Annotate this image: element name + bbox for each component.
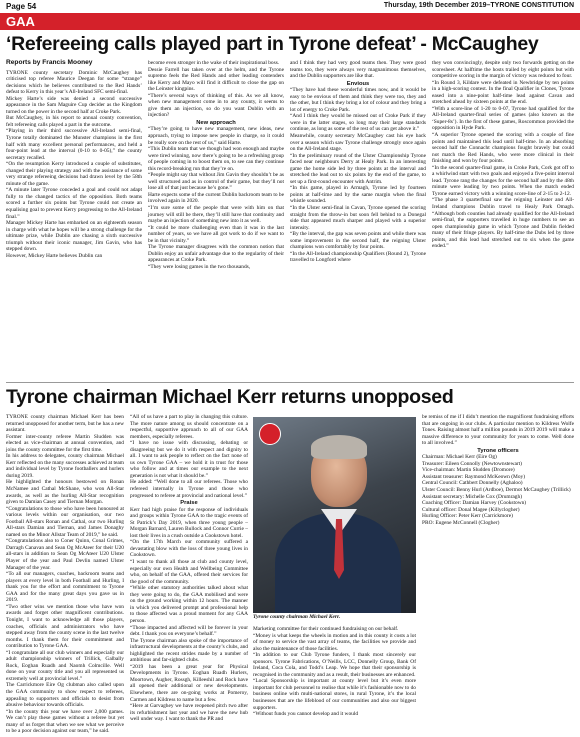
paragraph: “Without funds you cannot develop and it would bbox=[253, 711, 359, 718]
paragraph: “A superior Tyrone opened the scoring with a couple of fine points and maintained this lead until half-time. In an absorbing second half the Connacht champions fought bravely but could not match the Red Hands, who were more clinical in their finishing and won by four points. bbox=[432, 132, 574, 165]
paragraph: “On the resumption Kerry introduced a couple of substitutes, changed their playing strategy and with the assistance of some very strange refereeing decisions had drawn level by the 58th minute of the game. bbox=[6, 161, 142, 187]
story2-headline: Tyrone chairman Michael Kerr returns unopposed bbox=[6, 386, 454, 408]
paragraph: “In the preliminary round of the Ulster Championship Tyrone faced near neighbours Derry at Healy Park. In an interesting game the home side led by three points at the interval and stretched the lead out to six points by the end of the game, to set up a first-round encounter with Antrim. bbox=[290, 152, 426, 185]
paragraph: Ulster Council: Benny Hurl (Ardboe), Dermot McCaughey (Trillick) bbox=[422, 487, 571, 494]
subheading: New approach bbox=[196, 119, 236, 126]
paragraph: “A minute later Tyrone conceded a goal and could not adapt fully to the changed tactics of the opposition. Both teams scored a further six points but Tyrone could not create an equalising goal to prevent Kerry progressing to the All-Ireland final.” bbox=[6, 187, 142, 220]
paragraph: Hurling Officer: Peter Kerr (Carrickmore) bbox=[422, 513, 513, 520]
story2-column-4 bbox=[422, 414, 574, 526]
paragraph: “To all our managers, coaches, backroom teams and players at every level in both Football and Hurling, I thank you for the effort and commitment to Tyrone GAA and for the many great days you gave us in 2019. bbox=[6, 571, 124, 604]
paragraph: “In Round 3, Kildare were defeated in Newbridge by ten points in a high-scoring contest. In the final Qualifier in Clones, Tyrone eased into a nine-point half-time lead against Cavan and stretched ahead by sixteen points at the end. bbox=[432, 79, 574, 106]
paragraph: The Tyrone manager disagrees with the common notion that Dublin enjoy an unfair advantage due to the regularity of their appearances at Croke Park. bbox=[148, 244, 284, 264]
page-header bbox=[0, 0, 580, 14]
story-divider bbox=[6, 382, 574, 383]
paragraph: “While other statutory authorities talked about what they were going to do, the GAA mobilised and were on the ground working within 12 hours. The manner in which you delivered prompt and professional help to those affected was a proud moment for any GAA person. bbox=[130, 585, 248, 624]
paragraph: “I congratulate all our club winners and especially our adult championship winners of Trillick, Galbally Rock, Eoghan Ruadh and Naomh Colmcille. Well done on your county title and you all represented us extremely well at provincial level.” bbox=[6, 649, 124, 682]
byline: Reports by Francis Mooney bbox=[6, 59, 93, 66]
paragraph: “In this game, played in Armagh, Tyrone led by fourteen points at half-time and by the same margin when the final whistle sounded. bbox=[290, 185, 426, 205]
paragraph: Kerr had high praise for the response of individuals and groups within Tyrone GAA to the tragic events of St Patrick’s Day 2019, when three young people – Morgan Barnard, Lauren Bullock and Connor Currie – lost their lives in a crush outside a Cookstown hotel. bbox=[130, 506, 248, 539]
paragraph: Central Council: Cathbert Donnelly (Aghaloo) bbox=[422, 480, 523, 487]
paragraph: Former inter-county referee Martin Sludden was elected as vice-chairman at annual convention, and joins the county committee for the first time. bbox=[6, 433, 124, 453]
paragraph: “By the interval, the gap was seven points and while there was some improvement in the second half, the reigning Ulster champions won comfortably by four points. bbox=[290, 231, 426, 251]
paragraph: However, Mickey Harte believes Dublin can bbox=[6, 252, 103, 259]
paragraph: “Playing in their third successive All-Ireland semi-final, Tyrone totally dominated the Munster champions in the first half with many excellent personal performances, and held a four-point lead at the interval (0-10 to 0-05),” the county secretary recalled. bbox=[6, 128, 142, 161]
paragraph: “Congratulations also to Coner Quinn, Conal Grimes, Darragh Canavan and Sean Og McAteer for their U20 all-stars in addition to Sean Og McAteer U20 Ulster Player of the year and Paul Devlin named Ulster Manager of the year. bbox=[6, 538, 124, 571]
paragraph: Cultural officer: Donal Magee (Killyclogher) bbox=[422, 506, 520, 513]
story1-column-4 bbox=[432, 60, 574, 250]
story2-column-2 bbox=[130, 414, 248, 723]
subheading: Tyrone officers bbox=[477, 447, 519, 454]
paragraph: “Here at Garvaghey we have reopened pitch two after its refurbishment last year and we have the new hub well under way. I want to thank the PR and bbox=[130, 703, 248, 723]
paragraph: “In the second quarter-final game, in Croke Park, Cork got off to a whirlwind start with two goals and enjoyed a five-point interval lead. Tyrone rang the changes for the second half and by the 48th minute were leading by two points. When the match ended Tyrone earned victory with a winning score-line of 2-15 to 2-12. bbox=[432, 164, 574, 197]
paragraph: Marketing committee for their continued fundraising on our behalf. bbox=[253, 626, 399, 632]
subheading: Praise bbox=[180, 500, 198, 507]
paragraph: be remiss of me if I didn’t mention the magnificent fundraising efforts that are ongoing in our clubs. A particular mention to Kildress Wolfe Tones. Raising almost half a million pounds in 2019 2019 will make a massive difference to your community for years to come. Well done to all involved.” bbox=[422, 414, 574, 447]
paragraph: “I have no issue with discussing, debating or disagreeing but we do it with respect and dignity to all. I want to ask people to reflect on the fact none of us own Tyrone GAA – we hold it in trust for those who follow and at times our example to the next generation is not what it should be.” bbox=[130, 440, 248, 479]
paragraph: “Two other wins we mention those who have won awards and forget other magnificent contributions. Tonight, I want to acknowledge all those players, coaches, officials and administrators who have stepped away from the county scene in the last twelve months. I thank them for their commitment and contribution to Tyrone GAA. bbox=[6, 603, 124, 650]
story1-column-2 bbox=[148, 60, 284, 271]
paragraph: PRO: Eugene McConnell (Clogher) bbox=[422, 519, 500, 526]
story2-column-3 bbox=[253, 626, 416, 718]
story1-column-1 bbox=[6, 60, 142, 259]
paragraph: TYRONE county chairman Michael Kerr has been returned unopposed for another term, but he has a new assistant. bbox=[6, 414, 124, 434]
paragraph: “I’m sure some of the people that were with him on that journey will still be there, they’ll still have that continuity and maybe an injection of something new into it as well. bbox=[148, 205, 284, 225]
paragraph: “Congratulations to those who have been honoured at various levels within our organisation, our two Football All-stars Ronan and Cathal, our two Hurling All-stars Damian and Tiernan, and James Donaghy named on the Minor Allstar Team of 2019,” he said. bbox=[6, 505, 124, 538]
page-number: Page 54 bbox=[6, 2, 37, 11]
paragraph: The Carrickmore Eire Og clubman also called upon the GAA community to show respect to referees, appealing to supporters and officials to desist from abusive behaviour towards officials. bbox=[6, 682, 124, 709]
paragraph: and I think they had very good teams then. They were good teams too, they were always very magnanimous themselves, and the Dublin supporters are like that. bbox=[290, 60, 426, 80]
paragraph: “In the Ulster semi-final in Cavan, Tyrone opened the scoring straight from the throw-in but soon fell behind to a Donegal side that appeared much sharper and played with a superior intensity. bbox=[290, 205, 426, 231]
paragraph: Mickey Harte’s side was denied a second successive appearance in the Sam Maguire Cup decider as the Kingdom turned on the power in the second half at Croke Park. bbox=[6, 95, 142, 115]
crest-icon bbox=[259, 423, 281, 445]
photo-caption: Tyrone county chairman Michael Kerr. bbox=[253, 614, 341, 620]
paragraph: Coaching Officer: Damian Harvey (Cookstown) bbox=[422, 500, 527, 507]
paragraph: “In the All-Ireland championship Qualifiers (Round 2), Tyrone travelled to Longford where bbox=[290, 250, 426, 264]
paragraph: “All of us have a part to play in changing this culture. The more nature among us should concentrate on a respectful, supportive approach to all of our GAA members, especially referees. bbox=[130, 414, 248, 440]
story1-column-3 bbox=[290, 60, 426, 264]
paragraph: “This Dublin team that we though had won enough and maybe were tired winning, now there’s going to be a refreshing group of people coming in to boost them on, to see can they continue this record-breaking run that they’re on. bbox=[148, 146, 284, 172]
chairman-photo bbox=[253, 417, 416, 613]
issue-date: Thursday, 19th December 2019–TYRONE CONSTITUTION bbox=[383, 2, 574, 9]
paragraph: Assistant secretary: Michelle Cox (Drumragh) bbox=[422, 493, 522, 500]
paragraph: they won convincingly, despite only two forwards getting on the scoresheet. At halftime the hosts trailed by eight points but with competitive scoring in the margin of victory was reduced to four. bbox=[432, 60, 574, 80]
paragraph: “They’re going to have new management, new ideas, new approach, trying to impose new people in charge, so it could be really sore on the rest of us,” said Harte. bbox=[148, 126, 284, 146]
paragraph: “In the county this year we have over 2,000 games. We can’t play these games without a referee but yet many of us forget that when we see what we perceive to be a poor decision against our team,” he said. bbox=[6, 708, 124, 735]
paragraph: Manager Mickey Harte has embarked on an eighteenth season in charge with what he hopes will be a strong challenge for the ultimate prize, while Dublin are chasing a sixth successive triumph without their iconic manager, Jim Gavin, who has stepped down. bbox=[6, 220, 142, 253]
paragraph: “There’s several ways of thinking of this. As we all know, when new management come in to any county, it seems to give them an injection, so do you want Dublin with an injection? bbox=[148, 92, 284, 119]
story2-column-1 bbox=[6, 414, 124, 735]
paragraph: become even stronger in the wake of their inspirational boss. bbox=[148, 60, 280, 66]
story1-headline: ‘Refereeing calls played part in Tyrone defeat’ - McCaughey bbox=[6, 33, 539, 55]
paragraph: Vice-chairman: Martin Sludden (Dromore) bbox=[422, 467, 515, 474]
paragraph: Meanwhile, county secretary McCaughey cast his eye back over a season which saw Tyrone challenge strongly once again on the All-Ireland stage. bbox=[290, 133, 426, 153]
paragraph: The Tyrone chairman also spoke of the importance of infrastructural developments at the county’s clubs, and highlighted the recent strides made by a number of ambitious and far-sighted clubs. bbox=[130, 637, 248, 664]
paragraph: “People might say that without Jim Gavin they shouldn’t be as well structured and as in control of their game, but they’ll not lose all of that just because he’s gone.” bbox=[148, 172, 284, 192]
paragraph: “They have had these wonderful times now, and it would be easy to be envious of them and think they were too, they and the other, but I think they bring a lot of colour and they bring a lot of energy to Croke Park. bbox=[290, 87, 426, 113]
paragraph: Dessie Farrell has taken over at the helm, and the Tyrone supremo feels the Red Hands and other leading contenders like Kerry and Mayo will find it difficult to close the gap on the Leinster kingpins. bbox=[148, 66, 284, 93]
paragraph: He added: “Well done to all our referees. Those who refereed internally in Tyrone and those who progressed to referee at provincial and national level.” bbox=[130, 479, 248, 499]
paragraph: Assistant treasurer: Raymond McKeown (Moy) bbox=[422, 473, 526, 480]
paragraph: “The phase 3 quarterfinal saw the reigning Leinster and All-Ireland champions Dublin travel to Healy Park Omagh. “Although both counties had already qualified for the All-Ireland semi-final, the supporters travelled in huge numbers to see an open championship game in which Tyrone and Dublin fielded many of their fringe players. By half-time the Dubs led by three points, and this lead had stretched out to six when the game ended.” bbox=[432, 197, 574, 250]
subheading: Envious bbox=[346, 80, 370, 87]
section-banner bbox=[0, 13, 580, 30]
paragraph: Harte expects some of the current Dublin backroom team to be involved again in 2020. bbox=[148, 191, 284, 205]
paragraph: In his address to delegates, county chairman Michael Kerr reflected on the many successes achieved at team and individual level by Tyrone footballers and hurlers during 2019. bbox=[6, 453, 124, 479]
paragraph: “2019 has been a great year for Physical Developments in Tyrone. Eoghan Ruadh Hurlers, Moortown, Augher, Rossgh, Killeeshil and Rock have all opened their additional or new developments. Elsewhere, there are on-going works at Pomeroy, Carmen and Kildress to name but a few. bbox=[130, 663, 248, 703]
paragraph: “They were losing games in the two thousands, bbox=[148, 263, 251, 270]
paragraph: “Money is what keeps the wheels in motion and in this county it costs a lot of money to service the vast array of teams, the facilities we provide and also the maintenance of those facilities. bbox=[253, 632, 416, 652]
paragraph: He highlighted the honours bestowed on Ronan McNamee and Cathal McShane, who won All-Star awards, as well as the hurling All-Star recognition given to Damian Casey and Tiernan Morgan. bbox=[6, 479, 124, 506]
paragraph: “In addition to our Club Tyrone funders, I thank most sincerely our sponsors. Tyrone Fabrications, O’Neills, LCC, Donnelly Group, Bank Of Ireland, Coca Cola, and Todd’s Leap. We hope that their sponsorship is recognised in the community and as a result, their businesses are enhanced. bbox=[253, 652, 416, 678]
paragraph: TYRONE county secretary Dominic McCaughey has criticised top referee Maurice Deegan for some “strange” decisions which he believes contributed to the Red Hands’ defeat to Kerry in this year’s All-Ireland SFC semi-final. bbox=[6, 69, 142, 96]
paragraph: Chairman: Michael Kerr (Eire Og) bbox=[422, 454, 497, 461]
paragraph: Treasurer: Eileen Connolly (Newtownstewart) bbox=[422, 460, 522, 467]
paragraph: “I want to thank all those at club and county level, especially our own Health and Wellbeing Committee who, on behalf of the GAA, offered their services for the good of the community. bbox=[130, 559, 248, 585]
paragraph: “It could be more challenging even than it was in the last number of years, so we have all got work to do if we want to be in that vicinity.” bbox=[148, 224, 284, 244]
paragraph: “And I think they would be missed out of Croke Park if they were in the latter stages, so long may their large standards continue, as long as some of the rest of us can get above it.” bbox=[290, 113, 426, 133]
paragraph: But McCaughey, in his report to annual county convention, felt refereeing calls played a part in the outcome. bbox=[6, 115, 142, 128]
paragraph: “On the 17th March our community suffered a devastating blow with the loss of three young lives in Cookstown. bbox=[130, 539, 248, 559]
paragraph: “Local Sponsorship is important at county level but it’s even more important for club personnel to realise that while it’s fashionable now to do business online with multi-national stores, in rural Tyrone, it’s the local businesses that are the lifeblood of our communities and also our biggest supporters. bbox=[253, 678, 416, 711]
paragraph: “Those impacted and affected will be forever in your debt. I thank you on everyone’s behalf.” bbox=[130, 624, 248, 638]
paragraph: “With a score-line of 1-20 to 0-07, Tyrone had qualified for the All-Ireland quarter-final series of games (also known as the ‘Super-8s’). In the first of these games, Roscommon provided the opposition in Hyde Park. bbox=[432, 105, 574, 132]
section-label: GAA bbox=[6, 14, 35, 29]
